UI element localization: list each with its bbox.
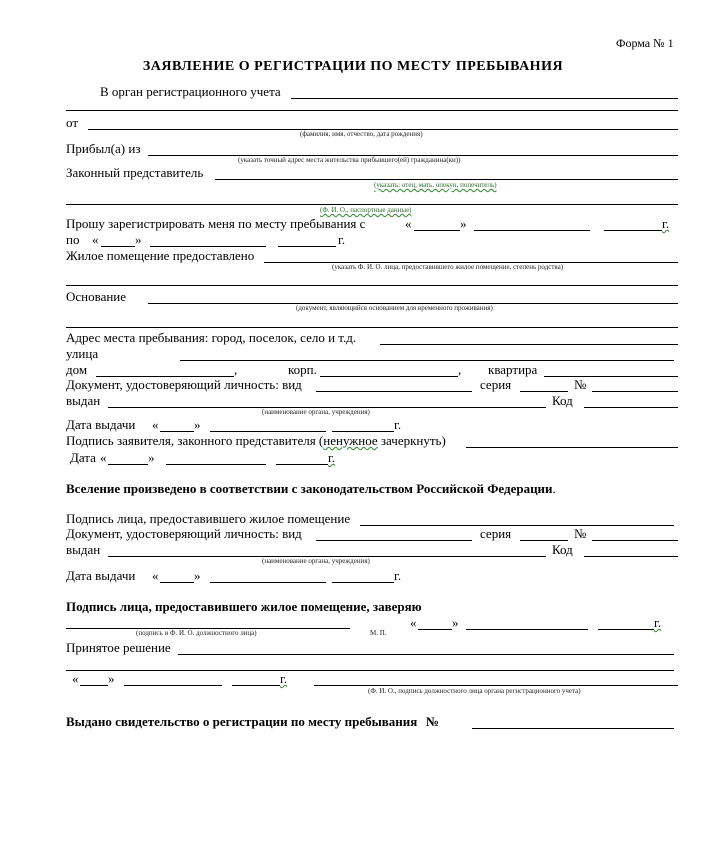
start-month-field[interactable] [474,230,590,231]
until-label: по [66,232,80,247]
decision-quote-open: « [72,671,79,686]
building-label: корп. [288,362,317,377]
issue-year-suffix: г. [394,417,402,432]
number-label: № [574,377,587,392]
issue-quote-close: » [194,417,201,432]
decision-year-field[interactable] [232,685,280,686]
number-field[interactable] [592,391,678,392]
arrived-from-hint: (указать точный адрес места жительства прибывшего(ей) гражданина(ки)) [238,156,461,164]
issue2-quote-open: « [152,568,159,583]
end-quote-close: » [135,232,142,247]
apartment-field[interactable] [544,376,678,377]
end-year-suffix: г. [338,232,346,247]
date-quote-close: » [148,450,155,465]
issue2-month-field[interactable] [210,582,326,583]
registrar-hint: (Ф. И. О., подпись должностного лица органа регистрационного учета) [368,687,581,695]
document-title: ЗАЯВЛЕНИЕ О РЕГИСТРАЦИИ ПО МЕСТУ ПРЕБЫВАНИЯ [142,59,564,74]
registrar-signature-field[interactable] [314,685,678,686]
legal-rep-hint: (указать: отец, мать, опекун, попечитель) [374,181,497,189]
number-field-2[interactable] [592,540,678,541]
arrived-from-label: Прибыл(а) из [66,141,141,156]
issue-date-label-2: Дата выдачи [66,568,136,583]
issue-day-field[interactable] [160,431,194,432]
id-doc-type-field-2[interactable] [316,540,472,541]
end-month-field[interactable] [150,246,266,247]
date-year-suffix: г. [328,450,336,465]
certify-month-field[interactable] [466,629,588,630]
to-organ-field-line2[interactable] [66,110,678,111]
decision-field[interactable] [178,654,674,655]
code-field[interactable] [584,407,678,408]
settlement-statement: Вселение произведено в соответствии с законодательством Российской Федерации. [66,481,556,496]
id-doc-label: Документ, удостоверяющий личность: вид [66,377,302,392]
issue2-year-field[interactable] [332,582,394,583]
applicant-signature-field[interactable] [466,447,678,448]
number-label-2: № [574,526,587,541]
code-field-2[interactable] [584,556,678,557]
basis-hint: (документ, являющийся основанием для временного проживания) [296,304,493,312]
applicant-sign-label: Подпись заявителя, законного представителя (ненужное зачеркнуть) [66,433,446,448]
end-year-field[interactable] [278,246,336,247]
certify-quote-close: » [452,615,459,630]
start-quote-open: « [405,216,412,231]
building-comma: , [458,362,462,377]
legal-rep-field-line2[interactable] [66,204,678,205]
issuer-hint: (наименование органа, учреждения) [262,408,370,416]
code-label-2: Код [552,542,573,557]
series-field[interactable] [520,391,568,392]
decision-year-suffix: г. [280,671,288,686]
issue2-quote-close: » [194,568,201,583]
address-label: Адрес места пребывания: город, поселок, село и т.д. [66,330,357,345]
certificate-number-sign: № [426,714,440,729]
series-label-2: серия [480,526,512,541]
from-hint: (фамилия, имя, отчество, дата рождения) [300,130,423,138]
official-hint: (подпись и Ф. И. О. должностного лица) [136,629,257,637]
date-label: Дата [70,450,96,465]
issue2-year-suffix: г. [394,568,402,583]
stamp-place: М. П. [370,629,387,637]
certify-year-field[interactable] [598,629,654,630]
certify-year-suffix: г. [654,615,662,630]
certificate-label: Выдано свидетельство о регистрации по месту пребывания [66,714,418,729]
housing-field-line2[interactable] [66,285,678,286]
start-year-suffix: г. [662,216,670,231]
housing-hint: (указать Ф. И. О. лица, предоставившего жилое помещение, степень родства) [332,263,564,271]
issued-label: выдан [66,393,101,408]
code-label: Код [552,393,573,408]
start-day-field[interactable] [414,230,460,231]
house-label: дом [66,362,88,377]
city-field[interactable] [380,344,678,345]
certify-heading: Подпись лица, предоставившего жилое помещение, заверяю [66,599,422,614]
start-quote-close: » [460,216,467,231]
date-quote-open: « [100,450,107,465]
street-field[interactable] [180,360,674,361]
issued-label-2: выдан [66,542,101,557]
issue-month-field[interactable] [210,431,326,432]
series-field-2[interactable] [520,540,568,541]
from-label: от [66,115,79,130]
to-organ-label: В орган регистрационного учета [100,84,281,99]
legal-rep-field[interactable] [215,179,678,180]
form-number: Форма № 1 [616,36,674,50]
series-label: серия [480,377,512,392]
decision-label: Принятое решение [66,640,171,655]
housing-label: Жилое помещение предоставлено [66,248,255,263]
house-comma: , [234,362,238,377]
certificate-number-field[interactable] [472,728,674,729]
issue-quote-open: « [152,417,159,432]
issuer-hint-2: (наименование органа, учреждения) [262,557,370,565]
decision-month-field[interactable] [124,685,222,686]
legal-rep-hint2: (Ф. И. О., паспортные данные) [320,206,412,214]
provider-sign-label: Подпись лица, предоставившего жилое помещение [66,511,351,526]
legal-rep-label: Законный представитель [66,165,204,180]
basis-label: Основание [66,289,127,304]
id-doc-type-field[interactable] [316,391,472,392]
street-label: улица [66,346,99,361]
start-year-field[interactable] [604,230,662,231]
certify-quote-open: « [410,615,417,630]
provider-signature-field[interactable] [360,525,674,526]
issue-year-field[interactable] [332,431,394,432]
decision-field-line2[interactable] [66,670,674,671]
decision-quote-close: » [108,671,115,686]
request-label: Прошу зарегистрировать меня по месту пребывания с [66,216,366,231]
issue-date-label: Дата выдачи [66,417,136,432]
apartment-label: квартира [488,362,538,377]
date-year-field[interactable] [276,464,328,465]
issue2-day-field[interactable] [160,582,194,583]
end-quote-open: « [92,232,99,247]
end-day-field[interactable] [101,246,135,247]
to-organ-field[interactable] [291,98,678,99]
basis-field-line2[interactable] [66,327,678,328]
building-field[interactable] [320,376,458,377]
certify-day-field[interactable] [418,629,452,630]
id-doc-label-2: Документ, удостоверяющий личность: вид [66,526,302,541]
date-month-field[interactable] [166,464,266,465]
date-day-field[interactable] [108,464,148,465]
decision-day-field[interactable] [80,685,108,686]
